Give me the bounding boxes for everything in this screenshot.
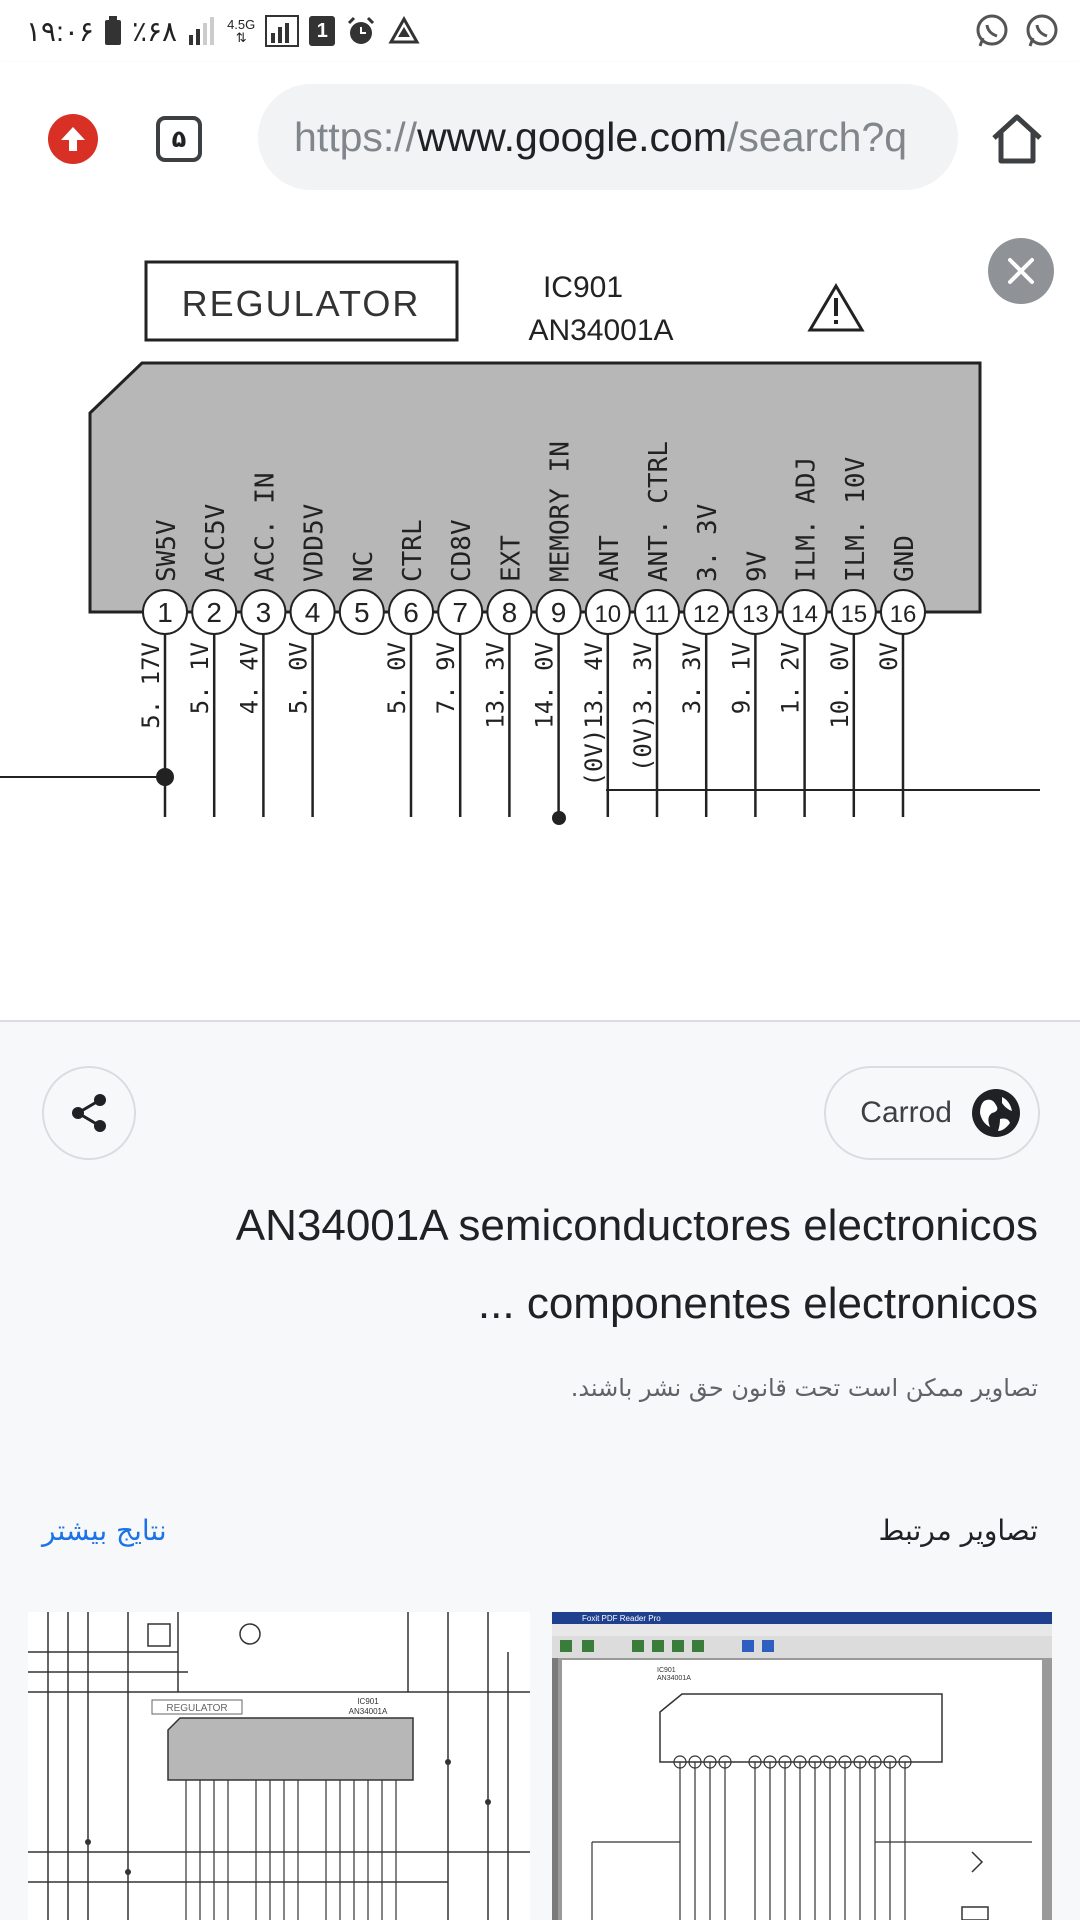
pin-voltage: 0V (875, 642, 903, 671)
image-viewer (0, 210, 1080, 1022)
update-button[interactable] (48, 114, 98, 164)
sim-icon (309, 16, 335, 46)
browser-toolbar (0, 62, 1080, 210)
pin-number: 15 (840, 601, 868, 628)
pin-name: MEMORY IN (545, 441, 576, 582)
update-arrow-icon (58, 124, 88, 154)
url-scheme: https:// (294, 114, 418, 160)
status-right (974, 10, 1060, 52)
thumb-ic-ref: IC901 (357, 1697, 379, 1706)
data-arrows-icon (227, 18, 255, 44)
pin-number: 12 (692, 601, 720, 628)
related-thumbnail[interactable] (552, 1612, 1052, 1920)
pin-voltage: 14. 0V (530, 642, 559, 729)
pin-number: 7 (452, 597, 468, 628)
image-details (0, 1022, 1080, 1920)
pin-number: 10 (594, 601, 622, 628)
related-thumbnail[interactable] (28, 1612, 530, 1920)
sim-slot: 1 (316, 19, 328, 42)
pin-voltage: 4. 4V (235, 642, 264, 715)
pin-name: 9V (742, 550, 773, 582)
close-icon (1006, 256, 1036, 286)
pin-number: 8 (501, 597, 518, 628)
pin-name: 3. 3V (693, 503, 724, 582)
pin-voltage: 1. 2V (776, 642, 805, 715)
clock: ۱۹:۰۶ (26, 15, 94, 47)
thumb-ic-part: AN34001A (348, 1707, 388, 1716)
related-images-heading: تصاویر مرتبط (878, 1514, 1038, 1547)
whatsapp-icon (1024, 13, 1060, 49)
image-title[interactable] (40, 1187, 1038, 1343)
pin-name: CTRL (398, 519, 428, 582)
title-line-1: AN34001A semiconductores electronicos (235, 1201, 1038, 1250)
recycle-icon (387, 16, 421, 46)
ic-ref: IC901 (542, 271, 624, 304)
pin-name: ILM. 10V (840, 456, 871, 582)
pin-name: EXT (496, 535, 527, 582)
thumb-window-title: Foxit PDF Reader Pro (582, 1614, 661, 1623)
warning-triangle-icon (810, 286, 862, 330)
tab-switcher-button[interactable] (156, 116, 202, 162)
pin-name: GND (890, 535, 920, 582)
more-results-link[interactable]: نتایج بیشتر (42, 1514, 167, 1547)
alarm-icon (345, 15, 377, 47)
pin-number: 6 (403, 597, 419, 628)
url-path: /search?q (727, 114, 908, 160)
close-viewer-button[interactable] (988, 238, 1054, 304)
url-bar[interactable] (258, 84, 958, 190)
share-button[interactable] (42, 1066, 136, 1160)
thumb-regulator-label: REGULATOR (166, 1703, 228, 1714)
pin-name: CD8V (447, 519, 478, 582)
status-bar (0, 0, 1080, 62)
home-icon (988, 110, 1046, 168)
pin-voltage: 3. 3V (678, 642, 707, 715)
pin-voltage: 5. 17V (137, 642, 165, 729)
pin-number: 9 (550, 597, 567, 628)
thumb-ic-part: AN34001A (657, 1675, 691, 1682)
pin-voltage: 7. 9V (432, 642, 461, 715)
share-icon (67, 1091, 111, 1135)
source-name: Carrod (860, 1096, 952, 1129)
whatsapp-icon (974, 13, 1010, 49)
pin-voltage: (0V)3. 3V (629, 642, 657, 773)
pin-voltage: (0V)13. 4V (579, 642, 608, 787)
thumbnail-pdf-screenshot (552, 1612, 1052, 1920)
regulator-label: REGULATOR (181, 283, 421, 324)
pin-voltage: 5. 0V (383, 642, 411, 715)
title-line-2: ... componentes electronicos (477, 1279, 1038, 1328)
thumb-ic-ref: IC901 (657, 1667, 676, 1674)
pin-number: 5 (354, 597, 370, 628)
pin-voltage: 13. 3V (481, 642, 510, 729)
pin-name: VDD5V (299, 503, 330, 582)
pin-number: 2 (206, 597, 222, 628)
pin-name: NC (348, 550, 379, 582)
pin-voltage: 10. 0V (825, 642, 854, 729)
pin-number: 14 (791, 601, 818, 628)
pin-number: 4 (304, 597, 321, 628)
pin-name: SW5V (152, 519, 182, 582)
pin-number: 1 (157, 597, 173, 628)
ic-part: AN34001A (528, 314, 674, 347)
pin-voltage: 9. 1V (727, 642, 756, 715)
globe-icon (970, 1087, 1022, 1139)
signal-icon (265, 15, 299, 47)
pin-voltage: 5. 0V (284, 642, 313, 715)
pin-name: ANT. CTRL (644, 441, 674, 582)
pin-number: 3 (255, 597, 272, 628)
pin-number: 16 (889, 601, 917, 628)
thumbnail-schematic (28, 1612, 530, 1920)
copyright-note: تصاویر ممکن است تحت قانون حق نشر باشند. (570, 1374, 1038, 1402)
signal-icon (187, 17, 217, 45)
schematic-image[interactable] (0, 210, 1080, 1022)
url-host: www.google.com (417, 114, 727, 160)
home-button[interactable] (988, 110, 1046, 168)
tab-count: ۵ (171, 125, 187, 153)
pin-name: ANT (594, 535, 625, 582)
pin-number: 11 (644, 601, 670, 628)
arrows-glyph: ⇅ (235, 30, 247, 45)
pin-name: ACC. IN (250, 472, 281, 582)
status-left (26, 10, 421, 52)
battery-percent: ٪۶۸ (131, 15, 178, 47)
pin-number: 13 (742, 601, 769, 628)
pin-name: ILM. ADJ (791, 456, 822, 582)
battery-icon (104, 16, 122, 46)
pin-voltage: 5. 1V (186, 642, 215, 715)
pin-name: ACC5V (201, 503, 232, 582)
source-chip[interactable] (824, 1066, 1040, 1160)
network-type: 4.5G (227, 17, 256, 32)
